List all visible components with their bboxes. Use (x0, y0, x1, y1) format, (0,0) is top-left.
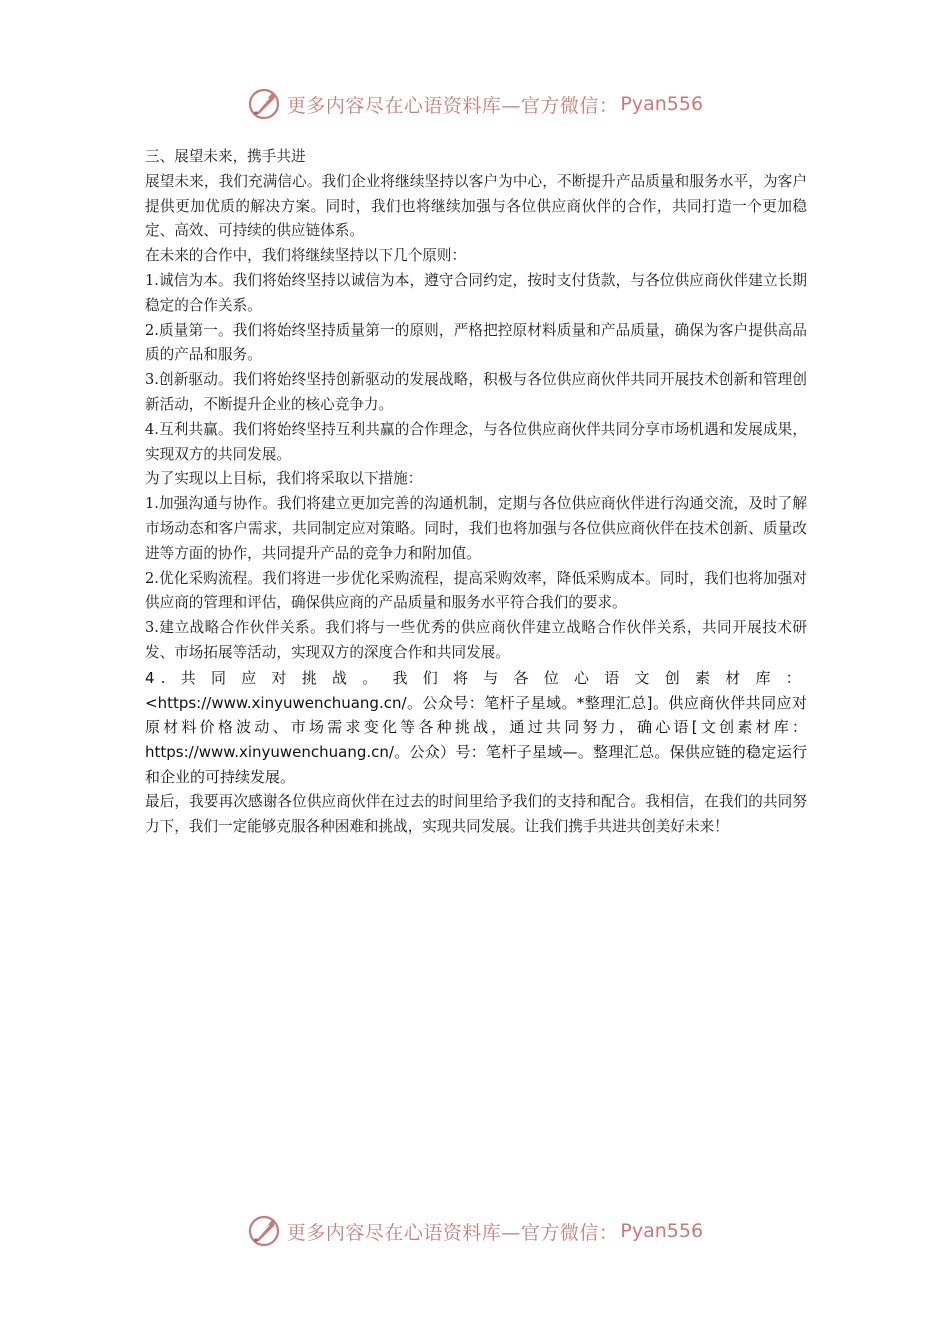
document-body (145, 145, 807, 839)
paragraph: 展望未来，我们充满信心。我们企业将继续坚持以客户为中心，不断提升产品质量和服务水平，为客户提供更加优质的解决方案。同时，我们也将继续加强与各位供应商伙伴的合作，共同打造一个更加稳定、高效、可持续的供应链体系。 (145, 172, 807, 240)
list-item: 3.创新驱动。我们将始终坚持创新驱动的发展战略，积极与各位供应商伙伴共同开展技术创新和管理创新活动，不断提升企业的核心竞争力。 (145, 371, 807, 413)
list-item-sans (145, 666, 807, 790)
list-item-rest: <https://www.xinyuwenchuang.cn/。公众号：笔杆子星域。*整理汇总]。供应商伙伴共同应对原材料价格波动、市场需求变化等各种挑战，通过共同努力，确心语[文创素材库：https://www.xinyuwenchuang.cn/。公众）号：笔杆子星域—。整理汇总。保供应链的稳定运行和企业的可持续发展。 (145, 693, 807, 786)
footer-wechat-id: Pyan556 (620, 1220, 704, 1242)
header-banner (0, 84, 950, 124)
quill-pen-logo-icon (247, 87, 281, 121)
header-wechat-id: Pyan556 (620, 93, 704, 115)
list-item: 1.诚信为本。我们将始终坚持以诚信为本，遵守合同约定，按时支付货款，与各位供应商伙伴建立长期稳定的合作关系。 (145, 271, 807, 314)
list-item-lead: 4.共同应对挑战。我们将与各位心语文创素材库： (145, 668, 807, 687)
list-item: 1.加强沟通与协作。我们将建立更加完善的沟通机制，定期与各位供应商伙伴进行沟通交流，及时了解市场动态和客户需求，共同制定应对策略。同时，我们也将加强与各位供应商伙伴在技术创新、质量改进等方面的协作，共同提升产品的竞争力和附加值。 (145, 495, 807, 562)
section-heading: 三、展望未来，携手共进 (145, 148, 306, 165)
footer-banner-text: 更多内容尽在心语资料库—官方微信： (286, 1221, 619, 1244)
quill-pen-logo-icon (247, 1214, 281, 1248)
closing-paragraph: 最后，我要再次感谢各位供应商伙伴在过去的时间里给予我们的支持和配合。我相信，在我们的共同努力下，我们一定能够克服各种困难和挑战，实现共同发展。让我们携手共进共创美好未来！ (145, 792, 807, 835)
list-item: 4.互利共赢。我们将始终坚持互利共赢的合作理念，与各位供应商伙伴共同分享市场机遇和发展成果，实现双方的共同发展。 (145, 420, 807, 463)
header-banner-text: 更多内容尽在心语资料库—官方微信： (286, 94, 619, 117)
list-item: 2.质量第一。我们将始终坚持质量第一的原则，严格把控原材料质量和产品质量，确保为客户提供高品质的产品和服务。 (145, 321, 807, 364)
footer-banner (0, 1211, 950, 1251)
list-item: 3.建立战略合作伙伴关系。我们将与一些优秀的供应商伙伴建立战略合作伙伴关系，共同开展技术研发、市场拓展等活动，实现双方的深度合作和共同发展。 (145, 619, 807, 661)
paragraph: 为了实现以上目标，我们将采取以下措施： (145, 470, 423, 488)
paragraph: 在未来的合作中，我们将继续坚持以下几个原则： (145, 247, 467, 265)
list-item: 2.优化采购流程。我们将进一步优化采购流程，提高采购效率，降低采购成本。同时，我们也将加强对供应商的管理和评估，确保供应商的产品质量和服务水平符合我们的要求。 (145, 569, 807, 612)
